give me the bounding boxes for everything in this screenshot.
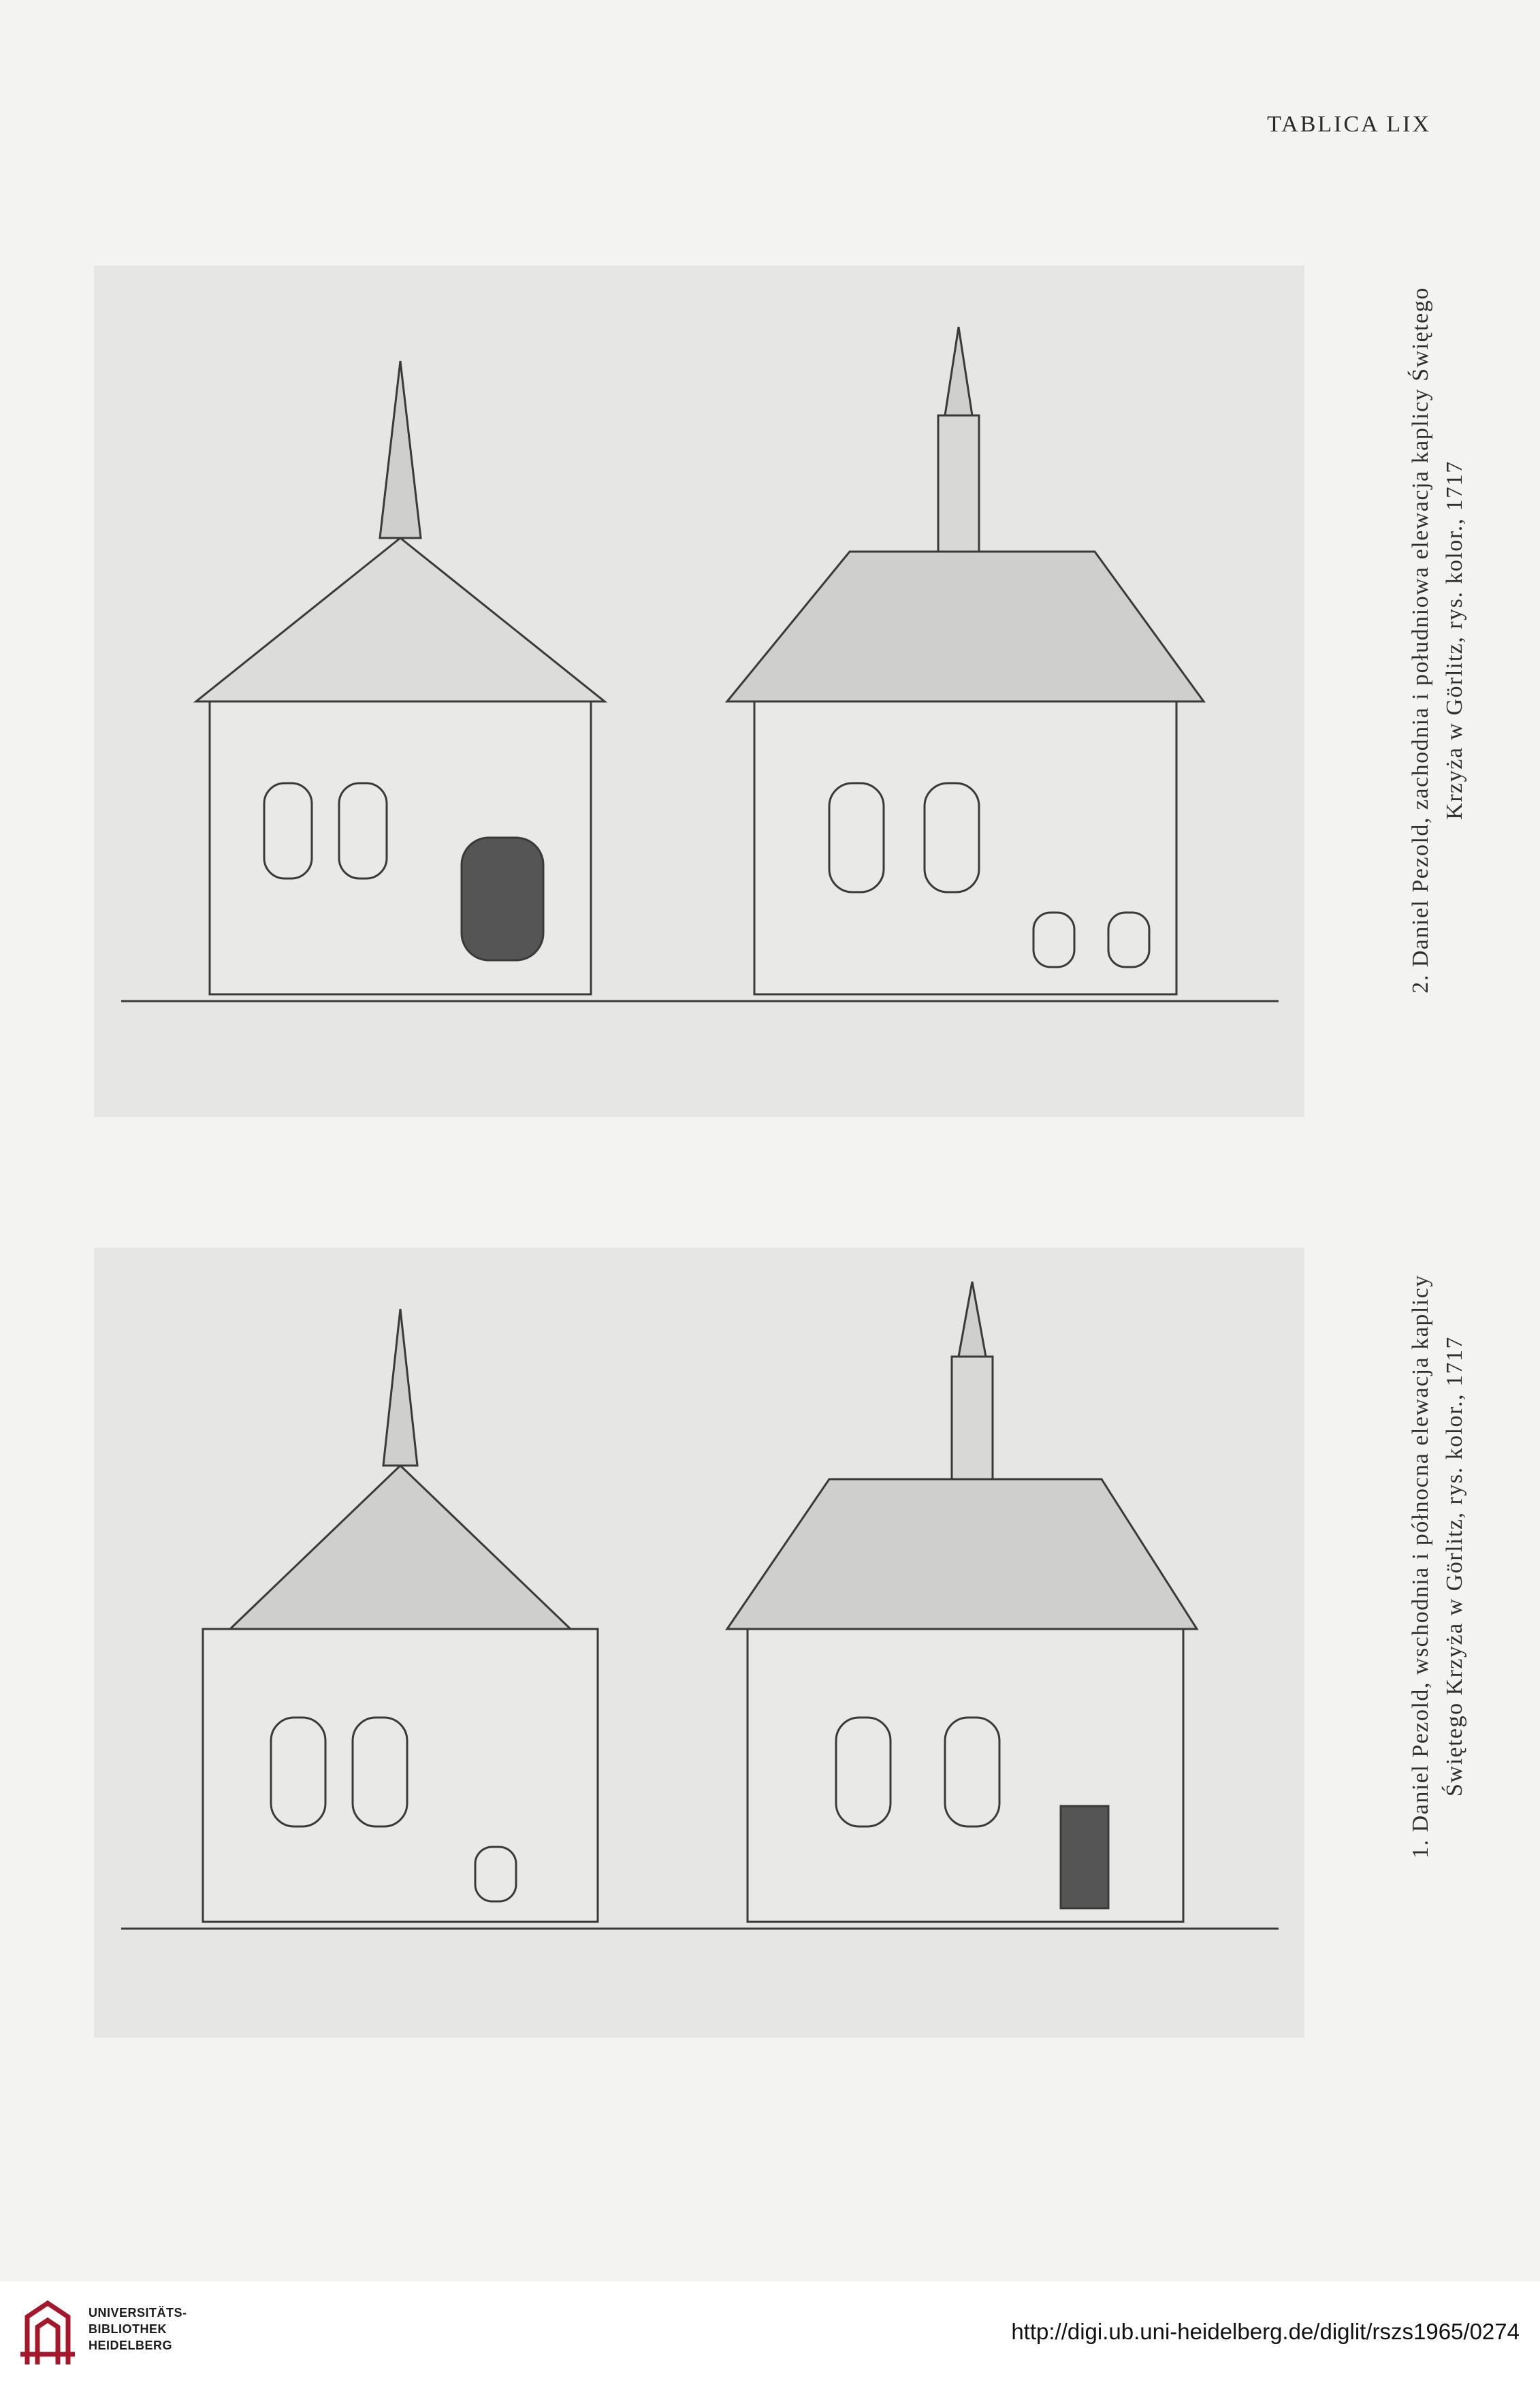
caption-figure-2-line1: 2. Daniel Pezold, zachodnia i południowa elewacja kaplicy Świętego	[1408, 287, 1433, 994]
caption-figure-2-line2: Krzyża w Görlitz, rys. kolor., 1717	[1442, 460, 1467, 820]
library-name-line1: UNIVERSITÄTS-	[89, 2306, 187, 2320]
source-url[interactable]: http://digi.ub.uni-heidelberg.de/diglit/rszs1965/0274	[1011, 2319, 1520, 2344]
elevation-drawing-west-south	[94, 266, 1304, 1117]
caption-figure-1-line2: Świętego Krzyża w Görlitz, rys. kolor., 1717	[1442, 1336, 1467, 1797]
library-name-line2: BIBLIOTHEK	[89, 2322, 167, 2336]
elevation-drawing-east-north	[94, 1248, 1304, 2038]
caption-figure-1	[1404, 1090, 1472, 2043]
caption-figure-1-line1: 1. Daniel Pezold, wschodnia i północna elewacja kaplicy	[1408, 1274, 1433, 1858]
library-footer	[0, 2281, 1540, 2389]
plate-figure-2	[94, 266, 1304, 1117]
plate-figure-1	[94, 1248, 1304, 2038]
library-logo-icon	[14, 2296, 82, 2371]
library-name	[89, 2305, 187, 2354]
caption-figure-2	[1404, 163, 1472, 1117]
plate-number: TABLICA LIX	[1267, 112, 1431, 137]
library-name-line3: HEIDELBERG	[89, 2339, 173, 2352]
